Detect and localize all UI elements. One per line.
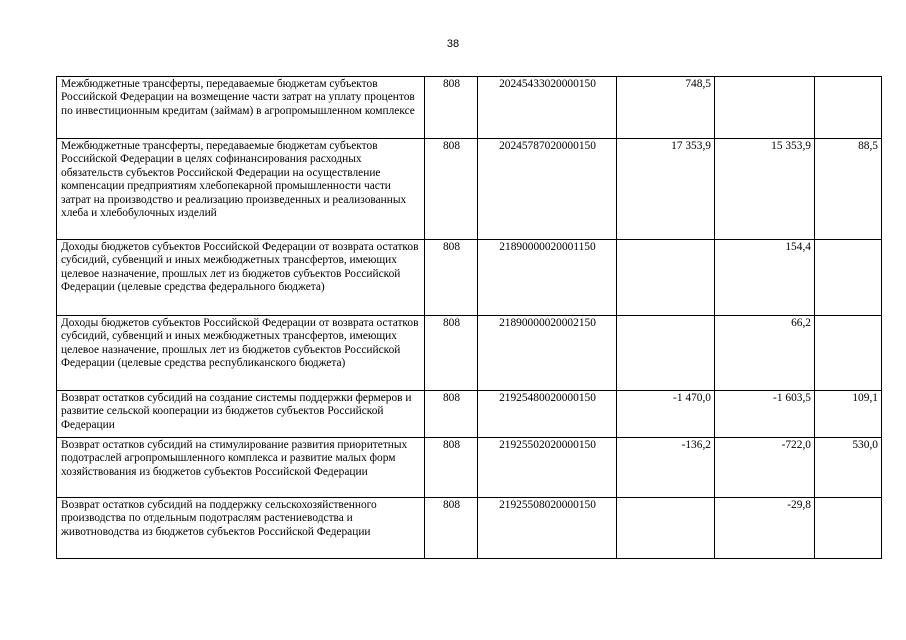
- budget-code-cell: 21925502020000150: [478, 438, 617, 498]
- value-col2-cell: -722,0: [715, 438, 815, 498]
- row-name-cell: Межбюджетные трансферты, передаваемые бюджетам субъектов Российской Федерации на возмещение части затрат на уплату процентов по инвестиционным кредитам (займам) в агропромышленном комплексе: [57, 77, 425, 139]
- admin-code-cell: 808: [425, 240, 478, 316]
- budget-code-cell: 21890000020002150: [478, 316, 617, 391]
- value-col1-cell: [617, 498, 715, 559]
- row-name-cell: Доходы бюджетов субъектов Российской Федерации от возврата остатков субсидий, субвенций и иных межбюджетных трансфертов, имеющих целевое назначение, прошлых лет из бюджетов субъектов Российской Федерации (целевые средства федерального бюджета): [57, 240, 425, 316]
- table-row: [57, 391, 882, 438]
- row-name-cell: Межбюджетные трансферты, передаваемые бюджетам субъектов Российской Федерации в целях софинансирования расходных обязательств субъектов Российской Федерации на осуществление компенсации предприятиям хлебопекарной промышленности части затрат на производство и реализацию произведенных и реализованных хлеба и хлебобулочных изделий: [57, 139, 425, 240]
- value-col2-cell: [715, 77, 815, 139]
- value-col2-cell: 15 353,9: [715, 139, 815, 240]
- percent-cell: 88,5: [815, 139, 882, 240]
- table-row: [57, 438, 882, 498]
- admin-code-cell: 808: [425, 316, 478, 391]
- row-name-cell: Возврат остатков субсидий на стимулирование развития приоритетных подотраслей агропромышленного комплекса и развитие малых форм хозяйствования из бюджетов субъектов Российской Федерации: [57, 438, 425, 498]
- percent-cell: [815, 240, 882, 316]
- table-row: [57, 498, 882, 559]
- percent-cell: [815, 316, 882, 391]
- value-col2-cell: 154,4: [715, 240, 815, 316]
- value-col1-cell: [617, 240, 715, 316]
- percent-cell: 109,1: [815, 391, 882, 438]
- percent-cell: [815, 77, 882, 139]
- page-number: 38: [446, 38, 460, 50]
- budget-code-cell: 21925508020000150: [478, 498, 617, 559]
- value-col1-cell: 748,5: [617, 77, 715, 139]
- value-col1-cell: [617, 316, 715, 391]
- budget-code-cell: 21890000020001150: [478, 240, 617, 316]
- value-col1-cell: 17 353,9: [617, 139, 715, 240]
- value-col2-cell: -29,8: [715, 498, 815, 559]
- admin-code-cell: 808: [425, 391, 478, 438]
- budget-code-cell: 21925480020000150: [478, 391, 617, 438]
- admin-code-cell: 808: [425, 139, 478, 240]
- budget-revenue-table: [56, 76, 882, 559]
- percent-cell: 530,0: [815, 438, 882, 498]
- table-row: [57, 77, 882, 139]
- row-name-cell: Возврат остатков субсидий на поддержку сельскохозяйственного производства по отдельным подотраслям растениеводства и животноводства из бюджетов субъектов Российской Федерации: [57, 498, 425, 559]
- budget-code-cell: 20245787020000150: [478, 139, 617, 240]
- budget-code-cell: 20245433020000150: [478, 77, 617, 139]
- admin-code-cell: 808: [425, 438, 478, 498]
- table-row: [57, 240, 882, 316]
- value-col2-cell: -1 603,5: [715, 391, 815, 438]
- admin-code-cell: 808: [425, 77, 478, 139]
- table-row: [57, 139, 882, 240]
- value-col2-cell: 66,2: [715, 316, 815, 391]
- percent-cell: [815, 498, 882, 559]
- row-name-cell: Доходы бюджетов субъектов Российской Федерации от возврата остатков субсидий, субвенций и иных межбюджетных трансфертов, имеющих целевое назначение, прошлых лет из бюджетов субъектов Российской Федерации (целевые средства республиканского бюджета): [57, 316, 425, 391]
- admin-code-cell: 808: [425, 498, 478, 559]
- table-row: [57, 316, 882, 391]
- row-name-cell: Возврат остатков субсидий на создание системы поддержки фермеров и развитие сельской кооперации из бюджетов субъектов Российской Федерации: [57, 391, 425, 438]
- value-col1-cell: -136,2: [617, 438, 715, 498]
- value-col1-cell: -1 470,0: [617, 391, 715, 438]
